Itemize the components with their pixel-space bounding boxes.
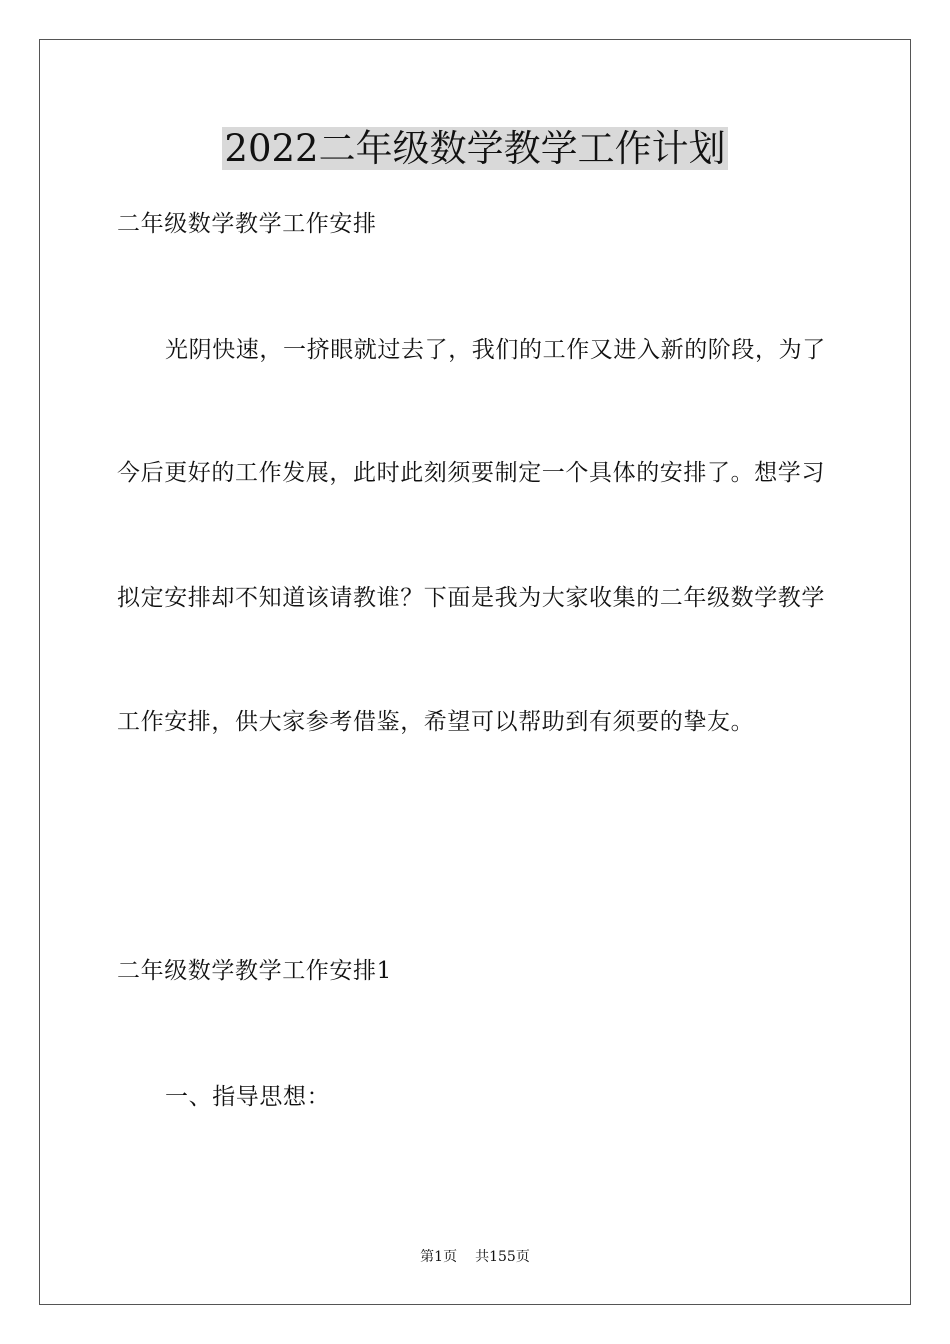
- page-number-total: 共155页: [475, 1249, 530, 1265]
- section-item: 一、指导思想：: [165, 1084, 331, 1110]
- page-number-current: 第1页: [420, 1249, 458, 1265]
- intro-line: 今后更好的工作发展，此时此刻须要制定一个具体的安排了。想学习: [117, 460, 825, 486]
- document-title: [0, 124, 950, 174]
- document-subtitle: 二年级数学教学工作安排: [117, 211, 377, 237]
- document-title-text: 2022二年级数学教学工作计划: [224, 127, 726, 170]
- intro-line: 光阴快速，一挤眼就过去了，我们的工作又进入新的阶段，为了: [165, 337, 826, 363]
- page-footer: [0, 1247, 950, 1267]
- intro-line: 拟定安排却不知道该请教谁？下面是我为大家收集的二年级数学教学: [117, 585, 825, 611]
- intro-line: 工作安排，供大家参考借鉴，希望可以帮助到有须要的挚友。: [117, 709, 755, 735]
- section-heading: 二年级数学教学工作安排1: [117, 958, 392, 984]
